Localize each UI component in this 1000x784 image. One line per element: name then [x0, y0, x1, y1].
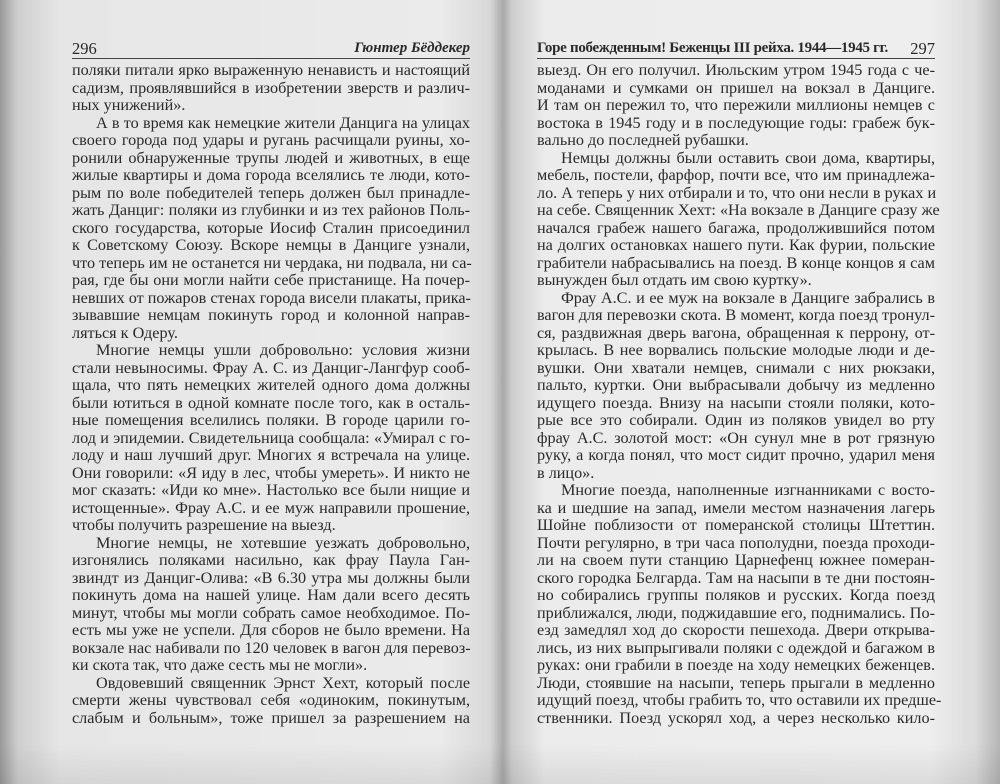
- text-line: ных унижений».: [72, 96, 186, 114]
- text-line: к Советскому Союзу. Вскоре немцы в Данциге узнали,: [72, 236, 470, 254]
- text-line: чтобы получить разрешение на выезд.: [72, 516, 336, 534]
- page-number: 297: [910, 39, 935, 58]
- text-line: невших от пожаров стенах города висели плакаты, прика-: [72, 288, 471, 307]
- text-line: востока в 1945 году и в последующие годы: грабеж бук-: [537, 113, 935, 132]
- text-line: щала, что пять немецких жителей одного дома должны: [72, 376, 470, 394]
- page-body: [537, 61, 942, 727]
- text-line: грабители набрасывались на поезд. В конце концов я сам: [537, 253, 935, 272]
- text-line: пальто, куртки. Они выбрасывали добычу из медленно: [537, 376, 935, 394]
- text-line: рые все это собирали. Один из поляков увидел во рту: [537, 411, 935, 429]
- text-line: идущего поезда. Внизу на насыпи стояли поляки, кото-: [537, 393, 935, 412]
- text-line: выезд. Он его получил. Июльским утром 1945 года с че-: [537, 61, 935, 79]
- text-line: рым по воле победителей теперь должен был принадле-: [72, 183, 470, 202]
- text-line: что теперь им не останется ни чердака, ни подвала, ни са-: [72, 253, 472, 272]
- page-header: [72, 38, 470, 59]
- text-line: ского городка Белгарда. Там на насыпи в те дни постоян-: [537, 568, 935, 587]
- text-line: в лицо».: [537, 463, 595, 482]
- text-line: езд замедлял ход до скорости пешехода. Двери открыва-: [537, 621, 935, 639]
- text-line: ка и шедшие на запад, имели местом назначения лагерь: [537, 498, 935, 517]
- text-line: на долгих остановках нашего пути. Как фурии, польские: [537, 236, 935, 254]
- text-line: Многие поезда, наполненные изгнанниками с восто-: [561, 481, 935, 499]
- text-line: Люди, стоявшие на насыпи, теперь прыгали в медленно: [537, 673, 935, 692]
- text-line: А в то время как немецкие жители Данцига на улицах: [96, 113, 470, 132]
- text-line: Многие немцы, не хотевшие уезжать добровольно,: [96, 533, 470, 552]
- text-line: изгонялись поляками насильно, как фрау Паула Ган-: [72, 551, 470, 569]
- text-line: ло. А теперь у них отбирали и то, что они несли в руках и: [537, 183, 937, 202]
- text-line: Многие немцы ушли добровольно: условия жизни: [96, 341, 470, 359]
- text-line: ляться к Одеру.: [72, 323, 178, 342]
- text-line: крылась. В нее ворвались польские молодые люди и де-: [537, 341, 935, 359]
- text-line: вокзале нас набивали по 120 человек в вагон для перевоз-: [72, 638, 471, 657]
- text-line: ронили обнаруженные трупы людей и животных, в еще: [72, 148, 470, 167]
- text-line: своего города под удары и ругань расчищали руины, хо-: [72, 131, 470, 149]
- left-page: [72, 0, 470, 784]
- text-line: смерти жены чувствовал себя «одиноким, покинутым,: [72, 691, 470, 709]
- text-line: лоду и наш лучший друг. Многих я встречала на улице.: [72, 446, 470, 464]
- text-line: Овдовевший священник Эрнст Хехт, который после: [96, 673, 470, 692]
- text-line: ся, раздвижная дверь вагона, обращенная к перрону, от-: [537, 323, 935, 342]
- text-line: поляки питали ярко выраженную ненависть и настоящий: [72, 61, 470, 79]
- text-line: Они говорили: «Я иду в лес, чтобы умереть». И никто не: [72, 463, 470, 482]
- text-line: И там он пережил то, что пережили миллионы немцев с: [537, 96, 935, 114]
- text-line: фрау А.С. золотой мост: «Он сунул мне в рот грязную: [537, 428, 935, 447]
- text-line: вынужден был отдать им свою куртку».: [537, 271, 812, 289]
- page-header: [537, 38, 935, 59]
- paragraph: [537, 62, 935, 150]
- paragraph: [72, 62, 470, 115]
- text-line: минут, чтобы мы могли собрать самое необходимое. По-: [72, 603, 470, 622]
- paragraph: [72, 115, 470, 343]
- paragraph: [72, 675, 470, 728]
- paragraph: [72, 342, 470, 535]
- text-line: Немцы должны были оставить свои дома, квартиры,: [561, 148, 935, 167]
- page-number: 296: [72, 39, 97, 58]
- text-line: вагон для перевозки скота. В момент, когда поезд тронул-: [537, 306, 935, 324]
- text-line: руках: они грабили в поезде на ходу немецких беженцев.: [537, 656, 935, 674]
- text-line: рая, где бы они могли найти себе пристанище. На почер-: [72, 271, 470, 289]
- text-line: мог сказать: «Иди ко мне». Настолько все были нищие и: [72, 481, 470, 499]
- text-line: есть мы уже не успели. Для сборов не было времени. На: [72, 621, 470, 639]
- text-line: звиндт из Данциг-Олива: «В 6.30 утра мы должны были: [72, 568, 470, 587]
- text-line: Фрау А.С. и ее муж на вокзале в Данциге забрались в: [561, 288, 935, 307]
- text-line: вально до последней рубашки.: [537, 131, 749, 149]
- text-line: садизм, проявлявшийся в изобретении зверств и различ-: [72, 78, 470, 97]
- paragraph: [72, 535, 470, 675]
- paragraph: [537, 481, 942, 727]
- text-line: ственники. Поезд ускорял ход, а через несколько кило-: [537, 708, 935, 727]
- text-line: истощенные». Фрау А.С. и ее муж направили прошение,: [72, 498, 470, 517]
- text-line: зывавшие немцам покинуть город и колонной направ-: [72, 306, 470, 324]
- text-line: жилые квартиры и дома города вселялись те люди, кото-: [72, 166, 470, 184]
- text-line: мебель, постели, фарфор, почти все, что им принадлежа-: [537, 166, 935, 184]
- text-line: жать Данциг: поляки из глубинки и из тех районов Поль-: [72, 201, 470, 219]
- text-line: покинуть дома на нашей улице. Нам дали всего десять: [72, 586, 470, 604]
- paragraph: [537, 148, 940, 290]
- text-line: начался грабеж нашего багажа, продолжившийся потом: [537, 218, 935, 237]
- text-line: ли на своем пути станцию Царнефенц южнее померан-: [537, 551, 935, 569]
- text-line: идущий поезд, чтобы грабить то, что оставили их предше-: [537, 691, 942, 709]
- text-line: на себе. Священник Хехт: «На вокзале в Данциге сразу же: [537, 201, 940, 219]
- text-line: моданами и сумками он пришел на вокзал в Данциге.: [537, 78, 935, 97]
- text-line: были ютиться в одной комнате после того, как в осталь-: [72, 393, 470, 412]
- text-line: стали невыносимы. Фрау А. С. из Данциг-Лангфур сооб-: [72, 358, 470, 377]
- text-line: вушки. Они хватали немцев, снимали с них рюкзаки,: [537, 358, 935, 377]
- text-line: но собирались группы поляков и русских. Когда поезд: [537, 586, 935, 604]
- text-line: руку, а когда понял, что мост сидит прочно, ударил меня: [537, 446, 935, 464]
- running-head-chapter: Горе побежденным! Беженцы III рейха. 1944—1945 гг.: [537, 40, 888, 56]
- text-line: лись, из них выпрыгивали поляки с одеждой и багажом в: [537, 638, 935, 657]
- text-line: ского государства, которые Иосиф Сталин присоединил: [72, 218, 470, 237]
- text-line: слабым и больным», тоже пришел за разрешением на: [72, 708, 470, 727]
- text-line: приближался, люди, поджидавшие его, поднимались. По-: [537, 603, 935, 622]
- running-head-author: Гюнтер Бёддекер: [354, 40, 470, 56]
- text-line: ные помещения вселились поляки. В городе царили го-: [72, 411, 470, 429]
- paragraph: [537, 290, 935, 483]
- right-page: [537, 0, 942, 784]
- text-line: ки скота так, что даже сесть мы не могли».: [72, 656, 368, 674]
- text-line: Шойне поблизости от померанской столицы Штеттин.: [537, 516, 935, 534]
- text-line: Почти регулярно, в три часа пополудни, поезда проходи-: [537, 533, 935, 552]
- text-line: лод и эпидемии. Свидетельница сообщала: «Умирал с го-: [72, 428, 470, 447]
- page-body: [72, 62, 470, 727]
